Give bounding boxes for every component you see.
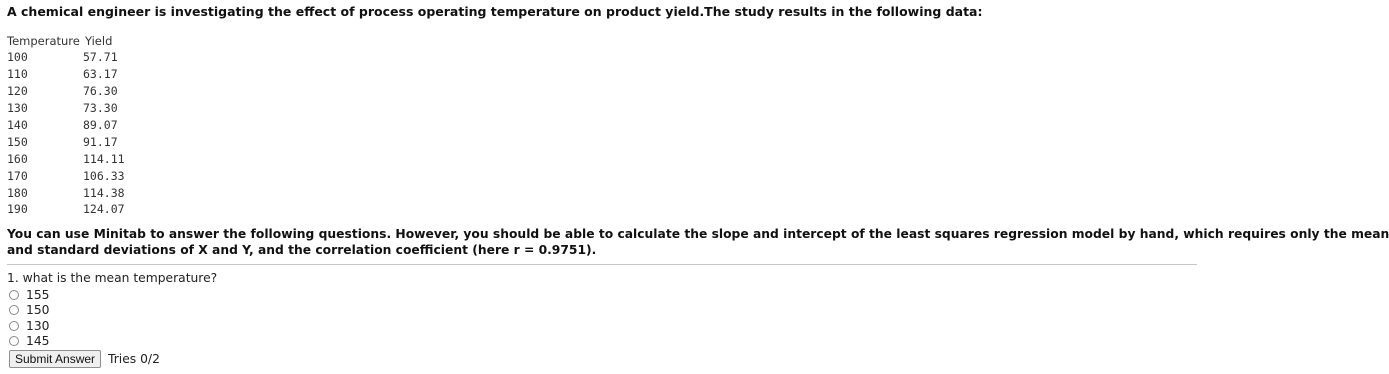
yield-cell: 63.17 [83,67,118,82]
table-row [7,100,125,117]
question-text: 1. what is the mean temperature? [7,271,218,285]
table-row [7,83,125,100]
temperature-cell: 190 [7,202,28,217]
instructions-line: and standard deviations of X and Y, and the correlation coefficient (here r = 0.9751). [7,243,597,257]
answer-option[interactable] [9,318,49,334]
section-divider [7,264,1197,265]
option-label: 145 [26,334,50,349]
option-label: 155 [26,287,50,302]
table-row [7,49,125,66]
table-row [7,133,125,150]
yield-cell: 73.30 [83,101,118,116]
option-label: 150 [26,303,50,318]
temperature-cell: 160 [7,151,28,166]
temperature-cell: 180 [7,185,28,200]
problem-intro: A chemical engineer is investigating the effect of process operating temperature on product yield.The study results in the following data: [7,4,983,19]
radio-button[interactable] [9,290,19,300]
temperature-cell: 150 [7,134,28,149]
instructions-line: You can use Minitab to answer the following questions. However, you should be able to calculate the slope and intercept of the least squares regression model by hand, which requires only the mean [7,227,1389,241]
answer-option[interactable] [9,287,49,303]
answer-options [9,287,49,349]
radio-button[interactable] [9,336,19,346]
submit-answer-button[interactable]: Submit Answer [9,350,101,368]
table-row [7,167,125,184]
yield-cell: 57.71 [83,50,118,65]
temperature-cell: 140 [7,118,28,132]
temperature-cell: 100 [7,50,28,65]
yield-cell: 106.33 [83,168,125,183]
radio-button[interactable] [9,305,19,315]
table-row [7,150,125,167]
yield-cell: 89.07 [83,118,118,132]
radio-button[interactable] [9,321,19,331]
yield-cell: 114.38 [83,185,125,200]
answer-option[interactable] [9,303,49,319]
table-row [7,117,125,134]
temperature-cell: 130 [7,101,28,116]
data-table [7,32,125,218]
table-row [7,201,125,218]
yield-cell: 76.30 [83,84,118,99]
table-row [7,184,125,201]
option-label: 130 [26,318,50,333]
column-header-yield: Yield [85,33,113,48]
table-header-row [7,32,125,49]
temperature-cell: 170 [7,168,28,183]
yield-cell: 124.07 [83,202,125,217]
temperature-cell: 110 [7,67,28,82]
yield-cell: 114.11 [83,151,125,166]
temperature-cell: 120 [7,84,28,99]
instructions-note [7,226,1389,258]
column-header-temperature: Temperature [7,33,80,48]
yield-cell: 91.17 [83,134,118,149]
answer-option[interactable] [9,334,49,350]
tries-counter: Tries 0/2 [108,352,160,366]
submit-row [9,350,160,368]
table-row [7,66,125,83]
